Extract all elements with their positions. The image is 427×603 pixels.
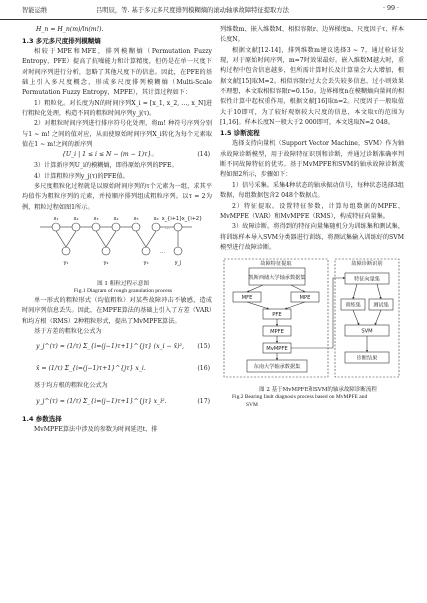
- test-set-label: 测试集: [373, 302, 389, 309]
- equation-16: x̄ = (1/τ) Σ_{i=(j−1)τ+1}^{jτ} x_i. (16): [36, 365, 210, 373]
- mpe-label: MPE: [299, 295, 311, 302]
- pfe-label: PFE: [272, 312, 282, 319]
- paragraph-parameter-list: 列维数m、嵌入维数M、相似容限r、边界梯度n、尺度因子τ、样本长度N。: [220, 26, 404, 44]
- step-2-symbolization: 2）对粗粒时间序列进行排序符号化处理，将m! 种符号序列分别与1 ~ m! 之间的值对应，从而使原始时间序列X_i转化为每个元素取值在1 ~ m!之间的新序列: [22, 120, 212, 149]
- figure-2-caption-en-line2: SVM: [246, 402, 258, 409]
- figure-2-caption-en-line1: Fig.2 Bearing fault diagnosis process based on MvMPFE and: [232, 394, 368, 401]
- journal-name: 智能运维: [22, 7, 48, 14]
- paragraph-multiscale: 多尺度粗粒化过程就是以原始时间序列的τ个元素为一组，求其平均值作为粗粒序列的元素，并按顺序排列组成粗粒序列。以τ = 2为例，粗粒过程如图1所示。: [22, 183, 212, 211]
- paragraph-parameters: MvMPFE算法中涉及的参数为时间延迟t、排: [34, 425, 158, 433]
- equation-14: {U_i | 1 ≤ i ≤ N − (m − 1)τ}。 (14): [62, 151, 210, 159]
- mpfe-label: MPFE: [270, 329, 284, 336]
- right-column: [220, 25, 404, 410]
- node-label-xi2: x_{i+2}: [181, 216, 202, 223]
- step-fault-diagnosis: 3）故障诊断。将得到的特征向量集随机分为训练集和测试集，将训练样本导入SVM分类器进行训练，将测试集输入训练好的SVM模型进行故障诊断。: [220, 223, 404, 251]
- mvmpfe-label: MvMPFE: [266, 346, 288, 353]
- node-label-x4: x₄: [113, 216, 119, 223]
- step-3-fuzzy-entropy: 3）计算新序列U_i的模糊熵，即得原始序列的PFE。: [34, 162, 178, 170]
- node-label-x2: x₂: [73, 216, 79, 223]
- paragraph-svm: 选择支持向量机（Support Vector Machine，SVM）作为轴承故障诊断模型，用于故障特征识别和诊断，并通过诊断准确率判断不同故障特征的优劣。基于MvMPFE和SVM的轴承故障诊断流程如图2所示，步骤如下：: [220, 140, 404, 179]
- node-label-y1: y₁: [63, 260, 69, 267]
- running-header: [0, 0, 427, 20]
- step-4-pfe: 4）计算粗粒序列y_j(τ)的PFE值。: [34, 172, 129, 180]
- paragraph-variance-formula-intro: 基于方差的粗粒化公式为: [34, 328, 102, 336]
- seu-dataset-label: 东南大学轴承数据集: [253, 364, 301, 371]
- paragraph-parameter-selection: 根据文献[12-14]，排列维数m建议选择3 ~ 7，通过验证发现，对于原始时间序列，m=7时效果最好。嵌入维数M越大时，重构过程中包含信息越多，但所需计算时长及计算量会大大增加，根据文献[15]取M=2。相似容限r过大会丢失较多信息，过小则效果不理想，本文取相似容限r=0.15σ。边界梯度n在模糊熵向量间的相似性计算中起权重作用，根据文献[16]取n=2。尺度因子一般取值大于10即可，为了较好观察较大尺度的信息，本文取τ的范围为[1,16]。样本长度N一般大于2 000即可，本文选取N=2 048。: [220, 46, 404, 127]
- equation-normalized-entropy: H_n = H_n(m)/ln(m!).: [36, 26, 104, 33]
- mfe-label: MFE: [241, 295, 253, 302]
- step-feature-extraction: 2）特征提取。设置特征参数，计算每组数据的MPFE、MvMPFE（VAR）和MvMPFE（RMS），构成特征向量集。: [220, 202, 404, 220]
- section-1-4-heading: 1.4 参数选择: [22, 414, 62, 423]
- section-1-3-heading: 1.3 多元多尺度排列模糊熵: [22, 37, 101, 45]
- node-label-xi1: x_{i+1}: [161, 216, 183, 223]
- svg-text:…: …: [160, 249, 165, 256]
- diagnosis-title: 故障诊断识别: [351, 261, 383, 268]
- node-label-y2: y₂: [103, 260, 109, 267]
- page-number: · 99 ·: [382, 5, 399, 12]
- paragraph-rms-formula-intro: 基于均方根的粗粒化公式为: [34, 382, 108, 390]
- equation-15: y_j^(τ) = (1/τ) Σ_{i=(j−1)τ+1}^{jτ} (x_i − x̄)², (15): [36, 343, 210, 351]
- diagnosis-flowchart: [223, 256, 401, 380]
- paragraph-mvmpfe: 单一形式的粗粒形式（均值粗粒）对某些故障冲击不敏感，造成时间序列信息丢失。因此，在MPFE算法的基础上引入了方差（VAR）和均方根（RMS）2种粗粒形式，提出了MvMPFE算法。: [22, 297, 212, 325]
- node-label-x3: x₃: [93, 216, 99, 223]
- node-label-x1: x₁: [53, 216, 59, 223]
- node-label-y3: y₃: [143, 260, 149, 267]
- result-label: 诊断结果: [356, 355, 378, 362]
- figure-1-caption-cn: 图 1 粗粒过程示意图: [97, 280, 149, 287]
- left-column: [22, 25, 212, 435]
- svm-label: SVM: [361, 328, 373, 335]
- train-set-label: 训练集: [345, 302, 361, 309]
- coarse-graining-diagram: [32, 215, 202, 275]
- cwru-dataset-label: 凯斯西储大学轴承数据集: [248, 275, 306, 282]
- step-signal-acquisition: 1）信号采集。采集4种状态的轴承振动信号，每种状态选择3组数据，每组数据包含2 048个数据点。: [220, 181, 404, 200]
- figure-2-caption-cn: 图 2 基于MvMPFE和SVM的轴承故障诊断流程: [259, 386, 377, 393]
- section-1-5-heading: 1.5 诊断流程: [220, 129, 260, 138]
- paragraph-mpfe-intro: 相较于MPE和MFE，排列模糊熵（Permutation Fuzzy Entropy，PFE）提高了抗噪能力和计算精度，但仍是在单一尺度下对时间序列进行分析，忽略了其他尺度下的信息。因此，在PFE的基础上引入多尺度概念，形成多尺度排列模糊熵（Multi-Scale Permutation Fuzzy Entropy，MPFE），其计算过程如下：: [22, 48, 212, 97]
- node-label-x6: x₆: [153, 216, 159, 223]
- feature-set-label: 特征向量集: [354, 276, 380, 283]
- article-running-title: 吕明辰，等. 基于多元多尺度排列模糊熵的滚动轴承故障特征提取方法: [96, 7, 289, 14]
- step-1-coarse-graining: 1）粗粒化。对长度为N的时间序列X_i = [x_1, x_2, …, x_N]进行粗粒化处理，构造不同的粗粒时间序列y_j(τ)。: [22, 99, 212, 118]
- figure-1-coarse-graining-diagram: [22, 215, 212, 279]
- feature-extraction-title: 故障特征提取: [260, 261, 292, 268]
- figure-1-caption-en: Fig.1 Diagram of rough granulation process: [73, 288, 173, 295]
- svg-text:…: …: [165, 225, 170, 232]
- node-label-x5: x₅: [133, 216, 139, 223]
- node-label-yj: y_j: [174, 260, 182, 267]
- figure-2-flowchart: [223, 256, 404, 384]
- equation-17: y_j^(τ) = (1/τ) Σ_{i=(j−1)τ+1}^{jτ} x_i². (17): [36, 397, 210, 405]
